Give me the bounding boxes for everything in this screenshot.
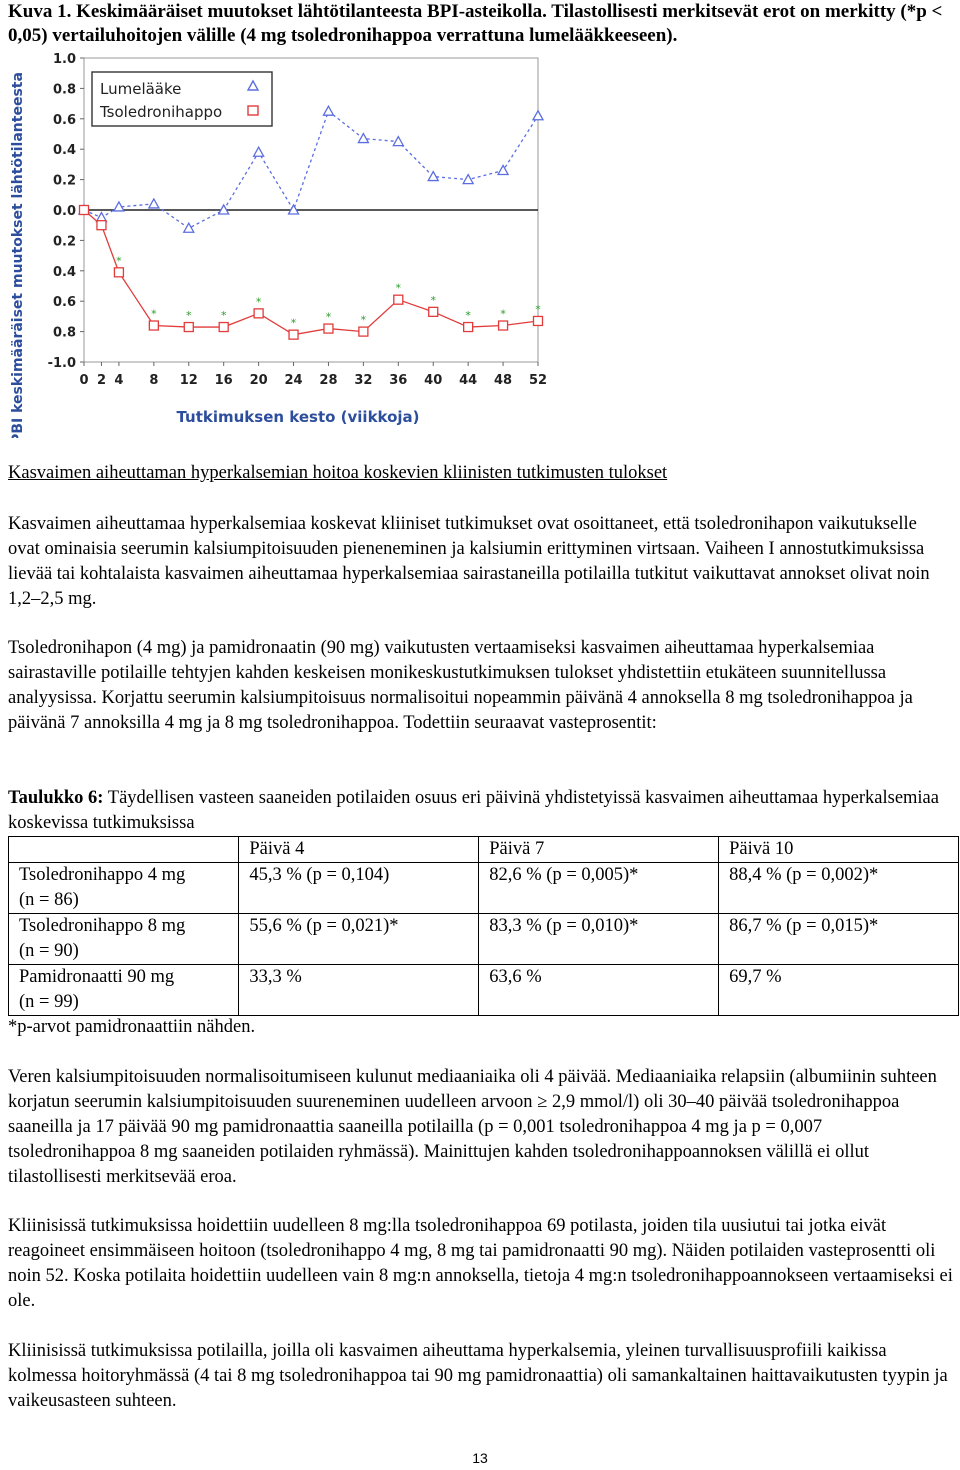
table-row xyxy=(9,863,959,914)
page-number: 13 xyxy=(472,1450,488,1466)
bpi-line-chart xyxy=(0,48,560,438)
x-tick-label: 4 xyxy=(114,373,124,388)
paragraph-4: Kliinisissä tutkimuksissa hoidettiin uudelleen 8 mg:lla tsoledronihappoa 69 potilasta, joiden tila uusiutui tai jotka eivät reagoineet ensimmäiseen hoitoon (tsoledronihappo 4 mg, 8 mg tai pamidronaatti 90 mg). Näiden potilaiden vasteprosentti oli noin 52. Koska potilaita hoidettiin uudelleen vain 8 mg:n annoksella, tietoja 4 mg:n tsoledronihappoannokseen vertaamiseksi ei ole. xyxy=(8,1216,953,1311)
paragraph-2: Tsoledronihapon (4 mg) ja pamidronaatin (90 mg) vaikutusten vertaamiseksi kasvaimen aiheuttamaa hyperkalsemiaa sairastaville potilaille tehtyjen kahden keskeisen monikeskustutkimuksen tulokset yhdistettiin etukäteen suunnitellussa analyysissa. Korjattu seerumin kalsiumpitoisuus normalisoitui nopeammin päivänä 4 annoksella 8 mg tsoledronihappoa ja päivänä 7 annoksilla 4 mg ja 8 mg tsoledronihappoa. Todettiin seuraavat vasteprosentit: xyxy=(8,638,913,733)
y-tick-label: 0.4 xyxy=(52,264,76,280)
x-tick-label: 40 xyxy=(424,373,443,388)
x-tick-label: 0 xyxy=(79,373,89,388)
row-label: Tsoledronihappo 8 mg (n = 90) xyxy=(9,914,239,965)
significance-marker: * xyxy=(116,254,122,268)
x-tick-label: 20 xyxy=(249,373,268,388)
significance-marker: * xyxy=(465,309,471,323)
x-tick-label: 48 xyxy=(494,373,513,388)
row-label: Pamidronaatti 90 mg (n = 99) xyxy=(9,965,239,1016)
x-tick-label: 8 xyxy=(149,373,159,388)
data-point xyxy=(289,330,298,339)
x-tick-label: 16 xyxy=(214,373,233,388)
data-point xyxy=(429,307,438,316)
x-tick-label: 32 xyxy=(354,373,373,388)
significance-marker: * xyxy=(395,281,402,295)
data-point xyxy=(219,323,228,332)
cell-day7: 83,3 % (p = 0,010)* xyxy=(479,914,719,965)
data-point xyxy=(149,321,158,330)
significance-marker: * xyxy=(151,307,157,321)
table-title xyxy=(8,786,953,836)
data-point xyxy=(254,309,263,318)
data-point xyxy=(114,268,123,277)
data-point xyxy=(324,324,333,333)
cell-day10: 88,4 % (p = 0,002)* xyxy=(719,863,959,914)
table-header-day4: Päivä 4 xyxy=(239,837,479,863)
data-point xyxy=(80,206,89,215)
y-tick-label: 0.2 xyxy=(52,173,76,189)
y-tick-label: 0.6 xyxy=(52,295,76,311)
cell-day4: 45,3 % (p = 0,104) xyxy=(239,863,479,914)
table-row xyxy=(9,965,959,1016)
figure-caption: Kuva 1. Keskimääräiset muutokset lähtötilanteesta BPI-asteikolla. Tilastollisesti merkitsevät erot on merkitty (*p < 0,05) vertailuhoitojen välille (4 mg tsoledronihappoa verrattuna lumelääkkeeseen). xyxy=(8,1,943,46)
y-tick-label: 0.8 xyxy=(52,325,76,341)
data-point xyxy=(359,327,368,336)
response-table xyxy=(8,836,959,1016)
row-label: Tsoledronihappo 4 mg (n = 86) xyxy=(9,863,239,914)
y-tick-label: 0.0 xyxy=(52,204,76,219)
cell-day4: 55,6 % (p = 0,021)* xyxy=(239,914,479,965)
table-header-empty xyxy=(9,837,239,863)
x-tick-label: 24 xyxy=(284,373,303,388)
significance-marker: * xyxy=(325,310,332,324)
table-header-row xyxy=(9,837,959,863)
x-tick-label: 36 xyxy=(389,373,408,388)
x-axis-label: Tutkimuksen kesto (viikkoja) xyxy=(176,408,420,426)
table-footnote: *p-arvot pamidronaattiin nähden. xyxy=(8,1017,256,1037)
significance-marker: * xyxy=(290,316,297,330)
significance-marker: * xyxy=(186,309,192,323)
table-label: Taulukko 6: xyxy=(8,788,104,808)
paragraph-5: Kliinisissä tutkimuksissa potilailla, joilla oli kasvaimen aiheuttama hyperkalsemia, yleinen turvallisuusprofiili kaikissa kolmessa hoitoryhmässä (4 tai 8 mg tsoledronihappoa tai 90 mg pamidronaattia) oli samankaltainen haittavaikutusten tyypin ja vaikeusasteen suhteen. xyxy=(8,1341,948,1411)
cell-day10: 69,7 % xyxy=(719,965,959,1016)
significance-marker: * xyxy=(430,293,436,307)
legend-lumelaake: Lumelääke xyxy=(100,80,182,98)
data-point xyxy=(534,316,543,325)
cell-day7: 63,6 % xyxy=(479,965,719,1016)
x-tick-label: 52 xyxy=(528,373,548,388)
paragraph-3: Veren kalsiumpitoisuuden normalisoitumiseen kulunut mediaaniaika oli 4 päivää. Mediaaniaika relapsiin (albumiinin suhteen korjatun seerumin kalsiumpitoisuuden suureneminen uudelleen arvoon ≥ 2,9 mmol/l) oli 30–40 päivää tsoledronihappoa saaneilla ja 17 päivää 90 mg pamidronaattia saaneilla potilailla (p = 0,001 tsoledronihappoa 4 mg ja p = 0,007 tsoledronihappoa 8 mg saaneiden potilaiden ryhmässä). Mainittujen kahden tsoledronihappoannoksen välillä ei ollut tilastollisesti merkitsevää eroa. xyxy=(8,1067,937,1187)
y-tick-label: 0.4 xyxy=(52,143,76,159)
significance-marker: * xyxy=(360,313,367,327)
significance-marker: * xyxy=(500,307,506,321)
data-point xyxy=(184,323,193,332)
y-tick-label: 1.0 xyxy=(52,52,76,67)
section-heading: Kasvaimen aiheuttaman hyperkalsemian hoitoa koskevien kliinisten tutkimusten tulokset xyxy=(8,463,668,483)
x-tick-label: 44 xyxy=(459,373,478,388)
x-tick-label: 12 xyxy=(179,373,198,388)
legend-tsoledronihappo: Tsoledronihappo xyxy=(100,103,223,121)
y-axis-label: PBI keskimääräiset muutokset lähtötilanteesta xyxy=(10,72,26,438)
y-tick-label: 0.2 xyxy=(52,234,76,250)
significance-marker: * xyxy=(220,309,227,323)
significance-marker: * xyxy=(535,302,541,316)
cell-day4: 33,3 % xyxy=(239,965,479,1016)
cell-day10: 86,7 % (p = 0,015)* xyxy=(719,914,959,965)
data-point xyxy=(394,295,403,304)
table-header-day7: Päivä 7 xyxy=(479,837,719,863)
table-row xyxy=(9,914,959,965)
x-tick-label: 28 xyxy=(319,373,338,388)
cell-day7: 82,6 % (p = 0,005)* xyxy=(479,863,719,914)
y-tick-label: -1.0 xyxy=(47,356,76,371)
data-point xyxy=(464,323,473,332)
y-tick-label: 0.6 xyxy=(52,112,76,128)
table-title-text: Täydellisen vasteen saaneiden potilaiden osuus eri päivinä yhdistetyissä kasvaimen aiheuttamaa hyperkalsemiaa koskevissa tutkimuksissa xyxy=(8,788,939,833)
data-point xyxy=(499,321,508,330)
significance-marker: * xyxy=(255,295,262,309)
data-point xyxy=(97,221,106,230)
paragraph-1: Kasvaimen aiheuttamaa hyperkalsemiaa koskevat kliiniset tutkimukset ovat osoittaneet, että tsoledronihapon vaikutukselle ovat ominaisia seerumin kalsiumpitoisuuden pieneneminen ja kalsiumin erittyminen virtsaan. Vaiheen I annostutkimuksissa lievää tai kohtalaista kasvaimen aiheuttamaa hyperkalsemiaa sairastaneilla potilailla tutkitut vaikuttavat annokset olivat noin 1,2–2,5 mg. xyxy=(8,514,930,609)
y-tick-label: 0.8 xyxy=(52,82,76,98)
chart-legend xyxy=(92,72,272,126)
x-tick-label: 2 xyxy=(96,373,106,388)
table-header-day10: Päivä 10 xyxy=(719,837,959,863)
